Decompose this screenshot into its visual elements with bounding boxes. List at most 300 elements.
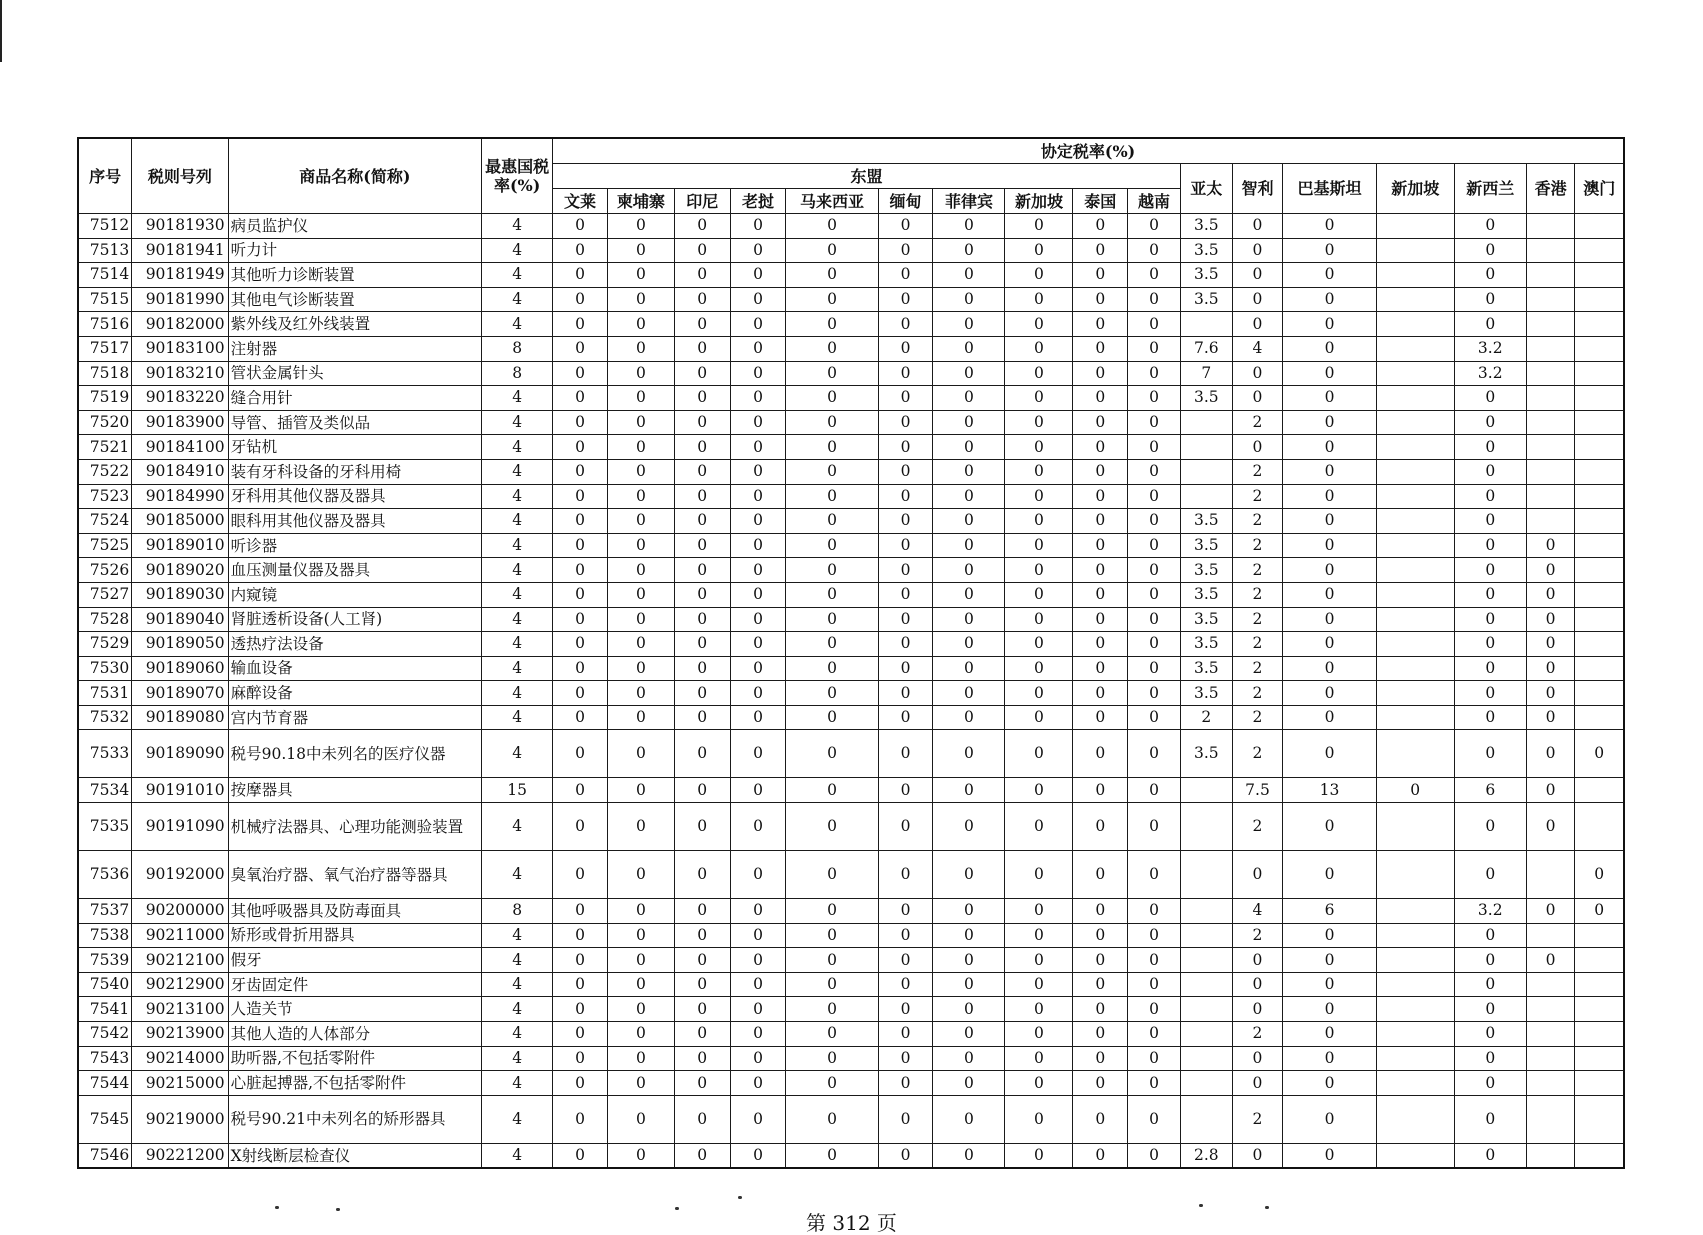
cell-seq: 7543 <box>78 1046 132 1071</box>
cell-agreement-rate: 0 <box>1454 1071 1526 1096</box>
cell-agreement-rate: 0 <box>1283 972 1376 997</box>
cell-agreement-rate: 0 <box>1526 582 1575 607</box>
cell-asean-rate: 0 <box>607 607 674 632</box>
cell-asean-rate: 0 <box>786 607 878 632</box>
cell-agreement-rate: 2 <box>1232 459 1283 484</box>
cell-seq: 7523 <box>78 484 132 509</box>
cell-asean-rate: 0 <box>1073 410 1128 435</box>
cell-agreement-rate <box>1526 1071 1575 1096</box>
cell-tariff-code: 90183100 <box>132 336 228 361</box>
cell-asean-rate: 0 <box>730 997 786 1022</box>
cell-asean-rate: 0 <box>786 263 878 288</box>
cell-asean-rate: 0 <box>607 410 674 435</box>
cell-product-name: 透热疗法设备 <box>228 632 482 657</box>
cell-seq: 7532 <box>78 705 132 730</box>
cell-asean-rate: 0 <box>1005 361 1073 386</box>
cell-tariff-code: 90215000 <box>132 1071 228 1096</box>
cell-asean-rate: 0 <box>730 435 786 460</box>
cell-agreement-rate <box>1526 851 1575 899</box>
tariff-table-container <box>77 137 1625 1169</box>
cell-agreement-rate <box>1575 948 1624 973</box>
cell-agreement-rate <box>1526 997 1575 1022</box>
cell-asean-rate: 0 <box>933 730 1005 778</box>
cell-agreement-rate: 0 <box>1232 1071 1283 1096</box>
cell-agreement-rate: 0 <box>1454 558 1526 583</box>
scan-speck <box>275 1206 279 1209</box>
cell-product-name: 眼科用其他仪器及器具 <box>228 509 482 534</box>
cell-asean-rate: 0 <box>933 997 1005 1022</box>
cell-asean-rate: 0 <box>730 778 786 803</box>
header-code: 税则号列 <box>132 138 228 214</box>
cell-asean-rate: 0 <box>607 558 674 583</box>
cell-asean-rate: 0 <box>553 214 608 239</box>
cell-agreement-rate: 0 <box>1232 997 1283 1022</box>
cell-agreement-rate <box>1575 582 1624 607</box>
cell-asean-rate: 0 <box>1073 778 1128 803</box>
cell-asean-rate: 0 <box>786 459 878 484</box>
cell-agreement-rate <box>1180 435 1232 460</box>
cell-agreement-rate: 0 <box>1526 899 1575 924</box>
cell-asean-rate: 0 <box>878 435 933 460</box>
scan-speck <box>1265 1206 1269 1209</box>
cell-mfn-rate: 8 <box>482 336 553 361</box>
cell-asean-rate: 0 <box>933 923 1005 948</box>
cell-asean-rate: 0 <box>786 681 878 706</box>
cell-asean-rate: 0 <box>553 851 608 899</box>
cell-agreement-rate <box>1526 336 1575 361</box>
cell-asean-rate: 0 <box>1073 214 1128 239</box>
cell-agreement-rate <box>1376 287 1454 312</box>
cell-product-name: 其他呼吸器具及防毒面具 <box>228 899 482 924</box>
cell-asean-rate: 0 <box>933 972 1005 997</box>
cell-asean-rate: 0 <box>933 1022 1005 1047</box>
cell-asean-rate: 0 <box>1073 509 1128 534</box>
cell-agreement-rate: 0 <box>1526 558 1575 583</box>
cell-agreement-rate: 0 <box>1526 948 1575 973</box>
cell-asean-rate: 0 <box>730 263 786 288</box>
cell-asean-rate: 0 <box>786 1022 878 1047</box>
cell-agreement-rate: 2 <box>1232 533 1283 558</box>
cell-asean-rate: 0 <box>1128 730 1181 778</box>
cell-agreement-rate <box>1376 1143 1454 1168</box>
cell-product-name: 肾脏透析设备(人工肾) <box>228 607 482 632</box>
table-row <box>78 558 1624 583</box>
cell-agreement-rate <box>1575 336 1624 361</box>
cell-agreement-rate <box>1575 386 1624 411</box>
table-row <box>78 582 1624 607</box>
cell-asean-rate: 0 <box>730 238 786 263</box>
cell-asean-rate: 0 <box>933 681 1005 706</box>
cell-asean-rate: 0 <box>674 582 730 607</box>
cell-agreement-rate <box>1376 1022 1454 1047</box>
cell-seq: 7546 <box>78 1143 132 1168</box>
cell-asean-rate: 0 <box>607 778 674 803</box>
cell-asean-rate: 0 <box>553 582 608 607</box>
cell-asean-rate: 0 <box>730 1071 786 1096</box>
cell-agreement-rate: 0 <box>1526 803 1575 851</box>
cell-asean-rate: 0 <box>878 312 933 337</box>
cell-agreement-rate <box>1376 1095 1454 1143</box>
cell-mfn-rate: 8 <box>482 361 553 386</box>
cell-agreement-rate: 0 <box>1232 851 1283 899</box>
cell-asean-rate: 0 <box>730 632 786 657</box>
cell-asean-rate: 0 <box>786 803 878 851</box>
cell-agreement-rate <box>1526 1046 1575 1071</box>
cell-asean-rate: 0 <box>933 410 1005 435</box>
cell-asean-rate: 0 <box>1005 851 1073 899</box>
cell-asean-rate: 0 <box>878 1071 933 1096</box>
cell-asean-rate: 0 <box>786 1143 878 1168</box>
cell-mfn-rate: 4 <box>482 386 553 411</box>
header-mfn-rate: 最惠国税率(%) <box>482 138 553 214</box>
cell-agreement-rate <box>1180 459 1232 484</box>
cell-agreement-rate: 0 <box>1283 656 1376 681</box>
cell-agreement-rate <box>1376 533 1454 558</box>
cell-asean-rate: 0 <box>933 386 1005 411</box>
cell-agreement-rate <box>1180 778 1232 803</box>
cell-agreement-rate: 0 <box>1283 1095 1376 1143</box>
cell-asean-rate: 0 <box>878 851 933 899</box>
header-hong-kong: 香港 <box>1526 164 1575 214</box>
cell-asean-rate: 0 <box>674 263 730 288</box>
cell-agreement-rate <box>1526 1095 1575 1143</box>
table-row <box>78 948 1624 973</box>
cell-asean-rate: 0 <box>786 851 878 899</box>
cell-agreement-rate: 0 <box>1283 459 1376 484</box>
cell-asean-rate: 0 <box>553 361 608 386</box>
cell-asean-rate: 0 <box>1073 263 1128 288</box>
cell-asean-rate: 0 <box>1128 972 1181 997</box>
cell-asean-rate: 0 <box>1128 948 1181 973</box>
cell-agreement-rate: 0 <box>1454 997 1526 1022</box>
cell-asean-rate: 0 <box>607 656 674 681</box>
cell-asean-rate: 0 <box>674 803 730 851</box>
cell-seq: 7541 <box>78 997 132 1022</box>
cell-asean-rate: 0 <box>878 632 933 657</box>
cell-agreement-rate <box>1376 459 1454 484</box>
cell-asean-rate: 0 <box>786 899 878 924</box>
cell-asean-rate: 0 <box>607 972 674 997</box>
cell-asean-rate: 0 <box>933 484 1005 509</box>
cell-agreement-rate: 3.5 <box>1180 238 1232 263</box>
cell-asean-rate: 0 <box>933 1143 1005 1168</box>
table-row <box>78 632 1624 657</box>
cell-asean-rate: 0 <box>878 214 933 239</box>
cell-agreement-rate: 0 <box>1454 681 1526 706</box>
cell-asean-rate: 0 <box>786 923 878 948</box>
table-row <box>78 607 1624 632</box>
cell-agreement-rate <box>1376 656 1454 681</box>
cell-agreement-rate <box>1575 923 1624 948</box>
cell-asean-rate: 0 <box>786 238 878 263</box>
cell-asean-rate: 0 <box>1005 410 1073 435</box>
cell-agreement-rate: 0 <box>1232 972 1283 997</box>
cell-agreement-rate <box>1376 435 1454 460</box>
cell-tariff-code: 90213100 <box>132 997 228 1022</box>
cell-tariff-code: 90181949 <box>132 263 228 288</box>
table-row <box>78 851 1624 899</box>
cell-asean-rate: 0 <box>933 459 1005 484</box>
cell-mfn-rate: 4 <box>482 214 553 239</box>
cell-asean-rate: 0 <box>933 263 1005 288</box>
cell-asean-rate: 0 <box>878 923 933 948</box>
cell-asean-rate: 0 <box>1005 484 1073 509</box>
cell-agreement-rate <box>1376 509 1454 534</box>
table-row <box>78 459 1624 484</box>
cell-mfn-rate: 4 <box>482 287 553 312</box>
cell-mfn-rate: 4 <box>482 1022 553 1047</box>
cell-agreement-rate: 0 <box>1232 1143 1283 1168</box>
cell-asean-rate: 0 <box>674 336 730 361</box>
cell-asean-rate: 0 <box>730 705 786 730</box>
cell-product-name: 麻醉设备 <box>228 681 482 706</box>
table-row <box>78 214 1624 239</box>
cell-agreement-rate <box>1376 997 1454 1022</box>
cell-agreement-rate <box>1575 287 1624 312</box>
cell-agreement-rate: 2 <box>1232 509 1283 534</box>
cell-asean-rate: 0 <box>878 1046 933 1071</box>
cell-asean-rate: 0 <box>553 238 608 263</box>
cell-asean-rate: 0 <box>674 923 730 948</box>
cell-asean-rate: 0 <box>607 238 674 263</box>
cell-asean-rate: 0 <box>878 558 933 583</box>
cell-agreement-rate: 0 <box>1454 533 1526 558</box>
cell-agreement-rate: 0 <box>1454 238 1526 263</box>
cell-agreement-rate: 0 <box>1454 972 1526 997</box>
cell-seq: 7527 <box>78 582 132 607</box>
cell-asean-rate: 0 <box>786 778 878 803</box>
cell-asean-rate: 0 <box>674 287 730 312</box>
cell-agreement-rate: 0 <box>1283 238 1376 263</box>
cell-product-name: 按摩器具 <box>228 778 482 803</box>
cell-agreement-rate: 0 <box>1454 312 1526 337</box>
cell-tariff-code: 90181941 <box>132 238 228 263</box>
cell-asean-rate: 0 <box>730 214 786 239</box>
cell-agreement-rate: 0 <box>1526 730 1575 778</box>
cell-asean-rate: 0 <box>1073 1143 1128 1168</box>
cell-agreement-rate <box>1526 386 1575 411</box>
cell-tariff-code: 90189070 <box>132 681 228 706</box>
cell-agreement-rate <box>1575 312 1624 337</box>
cell-agreement-rate: 2 <box>1232 803 1283 851</box>
cell-asean-rate: 0 <box>786 410 878 435</box>
cell-asean-rate: 0 <box>553 1095 608 1143</box>
cell-agreement-rate: 0 <box>1232 948 1283 973</box>
cell-tariff-code: 90214000 <box>132 1046 228 1071</box>
cell-product-name: 注射器 <box>228 336 482 361</box>
cell-seq: 7544 <box>78 1071 132 1096</box>
cell-agreement-rate: 0 <box>1454 632 1526 657</box>
cell-asean-rate: 0 <box>553 484 608 509</box>
cell-agreement-rate: 3.5 <box>1180 263 1232 288</box>
cell-agreement-rate: 3.5 <box>1180 386 1232 411</box>
cell-asean-rate: 0 <box>674 361 730 386</box>
cell-asean-rate: 0 <box>1128 997 1181 1022</box>
cell-agreement-rate: 3.5 <box>1180 730 1232 778</box>
cell-asean-rate: 0 <box>674 778 730 803</box>
cell-mfn-rate: 4 <box>482 681 553 706</box>
header-pakistan: 巴基斯坦 <box>1283 164 1376 214</box>
cell-agreement-rate: 7 <box>1180 361 1232 386</box>
cell-agreement-rate <box>1376 582 1454 607</box>
cell-asean-rate: 0 <box>607 705 674 730</box>
cell-asean-rate: 0 <box>786 361 878 386</box>
cell-agreement-rate: 0 <box>1283 214 1376 239</box>
cell-agreement-rate: 0 <box>1283 263 1376 288</box>
cell-asean-rate: 0 <box>1128 287 1181 312</box>
cell-asean-rate: 0 <box>878 263 933 288</box>
cell-tariff-code: 90189030 <box>132 582 228 607</box>
cell-tariff-code: 90192000 <box>132 851 228 899</box>
cell-agreement-rate: 3.5 <box>1180 509 1232 534</box>
cell-agreement-rate: 0 <box>1283 386 1376 411</box>
cell-tariff-code: 90189080 <box>132 705 228 730</box>
table-row <box>78 681 1624 706</box>
cell-agreement-rate: 0 <box>1283 1046 1376 1071</box>
cell-agreement-rate <box>1376 361 1454 386</box>
cell-seq: 7516 <box>78 312 132 337</box>
cell-asean-rate: 0 <box>607 336 674 361</box>
cell-asean-rate: 0 <box>1073 582 1128 607</box>
cell-asean-rate: 0 <box>674 1046 730 1071</box>
cell-asean-rate: 0 <box>553 656 608 681</box>
cell-agreement-rate <box>1376 948 1454 973</box>
cell-asean-rate: 0 <box>1005 1095 1073 1143</box>
cell-asean-rate: 0 <box>1005 923 1073 948</box>
cell-asean-rate: 0 <box>933 656 1005 681</box>
cell-asean-rate: 0 <box>1128 509 1181 534</box>
cell-asean-rate: 0 <box>730 558 786 583</box>
cell-asean-rate: 0 <box>1128 459 1181 484</box>
cell-asean-rate: 0 <box>1128 1071 1181 1096</box>
cell-asean-rate: 0 <box>730 509 786 534</box>
cell-seq: 7538 <box>78 923 132 948</box>
cell-agreement-rate: 0 <box>1454 803 1526 851</box>
cell-agreement-rate: 0 <box>1526 533 1575 558</box>
cell-product-name: 其他听力诊断装置 <box>228 263 482 288</box>
cell-mfn-rate: 4 <box>482 851 553 899</box>
cell-asean-rate: 0 <box>1005 509 1073 534</box>
cell-asean-rate: 0 <box>553 1071 608 1096</box>
cell-agreement-rate: 0 <box>1526 705 1575 730</box>
cell-asean-rate: 0 <box>607 435 674 460</box>
cell-asean-rate: 0 <box>1005 607 1073 632</box>
cell-agreement-rate: 0 <box>1283 730 1376 778</box>
cell-agreement-rate: 2 <box>1180 705 1232 730</box>
cell-agreement-rate <box>1575 1046 1624 1071</box>
cell-tariff-code: 90189060 <box>132 656 228 681</box>
table-row <box>78 509 1624 534</box>
cell-asean-rate: 0 <box>1128 1095 1181 1143</box>
cell-agreement-rate <box>1180 1095 1232 1143</box>
cell-asean-rate: 0 <box>878 459 933 484</box>
cell-agreement-rate <box>1376 312 1454 337</box>
cell-agreement-rate: 13 <box>1283 778 1376 803</box>
cell-tariff-code: 90213900 <box>132 1022 228 1047</box>
table-row <box>78 1046 1624 1071</box>
cell-agreement-rate: 0 <box>1454 730 1526 778</box>
cell-asean-rate: 0 <box>933 1071 1005 1096</box>
cell-asean-rate: 0 <box>878 656 933 681</box>
cell-asean-rate: 0 <box>674 607 730 632</box>
cell-asean-rate: 0 <box>1005 730 1073 778</box>
cell-asean-rate: 0 <box>1128 803 1181 851</box>
cell-asean-rate: 0 <box>553 948 608 973</box>
cell-asean-rate: 0 <box>553 509 608 534</box>
cell-seq: 7545 <box>78 1095 132 1143</box>
scan-speck <box>675 1207 679 1210</box>
cell-asean-rate: 0 <box>1128 312 1181 337</box>
cell-asean-rate: 0 <box>553 263 608 288</box>
cell-agreement-rate: 0 <box>1454 607 1526 632</box>
cell-product-name: 助听器,不包括零附件 <box>228 1046 482 1071</box>
cell-asean-rate: 0 <box>607 386 674 411</box>
cell-asean-rate: 0 <box>553 607 608 632</box>
cell-tariff-code: 90189010 <box>132 533 228 558</box>
cell-agreement-rate: 0 <box>1283 1022 1376 1047</box>
cell-asean-rate: 0 <box>553 435 608 460</box>
cell-asean-rate: 0 <box>674 1022 730 1047</box>
cell-asean-rate: 0 <box>553 533 608 558</box>
cell-seq: 7533 <box>78 730 132 778</box>
cell-product-name: 其他电气诊断装置 <box>228 287 482 312</box>
cell-agreement-rate <box>1376 263 1454 288</box>
cell-agreement-rate: 3.5 <box>1180 681 1232 706</box>
cell-asean-rate: 0 <box>1005 1143 1073 1168</box>
table-row <box>78 997 1624 1022</box>
cell-asean-rate: 0 <box>1073 238 1128 263</box>
cell-mfn-rate: 4 <box>482 948 553 973</box>
cell-asean-rate: 0 <box>1005 632 1073 657</box>
cell-agreement-rate: 2 <box>1232 558 1283 583</box>
cell-asean-rate: 0 <box>607 361 674 386</box>
cell-asean-rate: 0 <box>1005 1071 1073 1096</box>
cell-asean-rate: 0 <box>1005 533 1073 558</box>
cell-agreement-rate: 0 <box>1454 656 1526 681</box>
cell-asean-rate: 0 <box>1128 923 1181 948</box>
cell-agreement-rate <box>1180 972 1232 997</box>
cell-asean-rate: 0 <box>786 386 878 411</box>
cell-agreement-rate <box>1575 1095 1624 1143</box>
cell-asean-rate: 0 <box>674 730 730 778</box>
cell-asean-rate: 0 <box>1073 484 1128 509</box>
cell-tariff-code: 90182000 <box>132 312 228 337</box>
cell-agreement-rate: 0 <box>1232 361 1283 386</box>
cell-product-name: 牙钻机 <box>228 435 482 460</box>
cell-asean-rate: 0 <box>1005 681 1073 706</box>
header-name: 商品名称(简称) <box>228 138 482 214</box>
cell-product-name: 紫外线及红外线装置 <box>228 312 482 337</box>
cell-agreement-rate: 0 <box>1232 312 1283 337</box>
cell-tariff-code: 90221200 <box>132 1143 228 1168</box>
header-singapore: 新加坡 <box>1376 164 1454 214</box>
cell-agreement-rate <box>1376 632 1454 657</box>
cell-asean-rate: 0 <box>933 778 1005 803</box>
cell-agreement-rate <box>1526 287 1575 312</box>
cell-product-name: 税号90.18中未列名的医疗仪器 <box>228 730 482 778</box>
cell-asean-rate: 0 <box>674 410 730 435</box>
cell-asean-rate: 0 <box>786 509 878 534</box>
cell-mfn-rate: 8 <box>482 899 553 924</box>
cell-tariff-code: 90219000 <box>132 1095 228 1143</box>
cell-asean-rate: 0 <box>786 312 878 337</box>
cell-tariff-code: 90184990 <box>132 484 228 509</box>
cell-agreement-rate: 7.5 <box>1232 778 1283 803</box>
cell-agreement-rate: 0 <box>1232 435 1283 460</box>
cell-agreement-rate <box>1376 336 1454 361</box>
cell-agreement-rate <box>1376 1071 1454 1096</box>
cell-asean-rate: 0 <box>1005 287 1073 312</box>
